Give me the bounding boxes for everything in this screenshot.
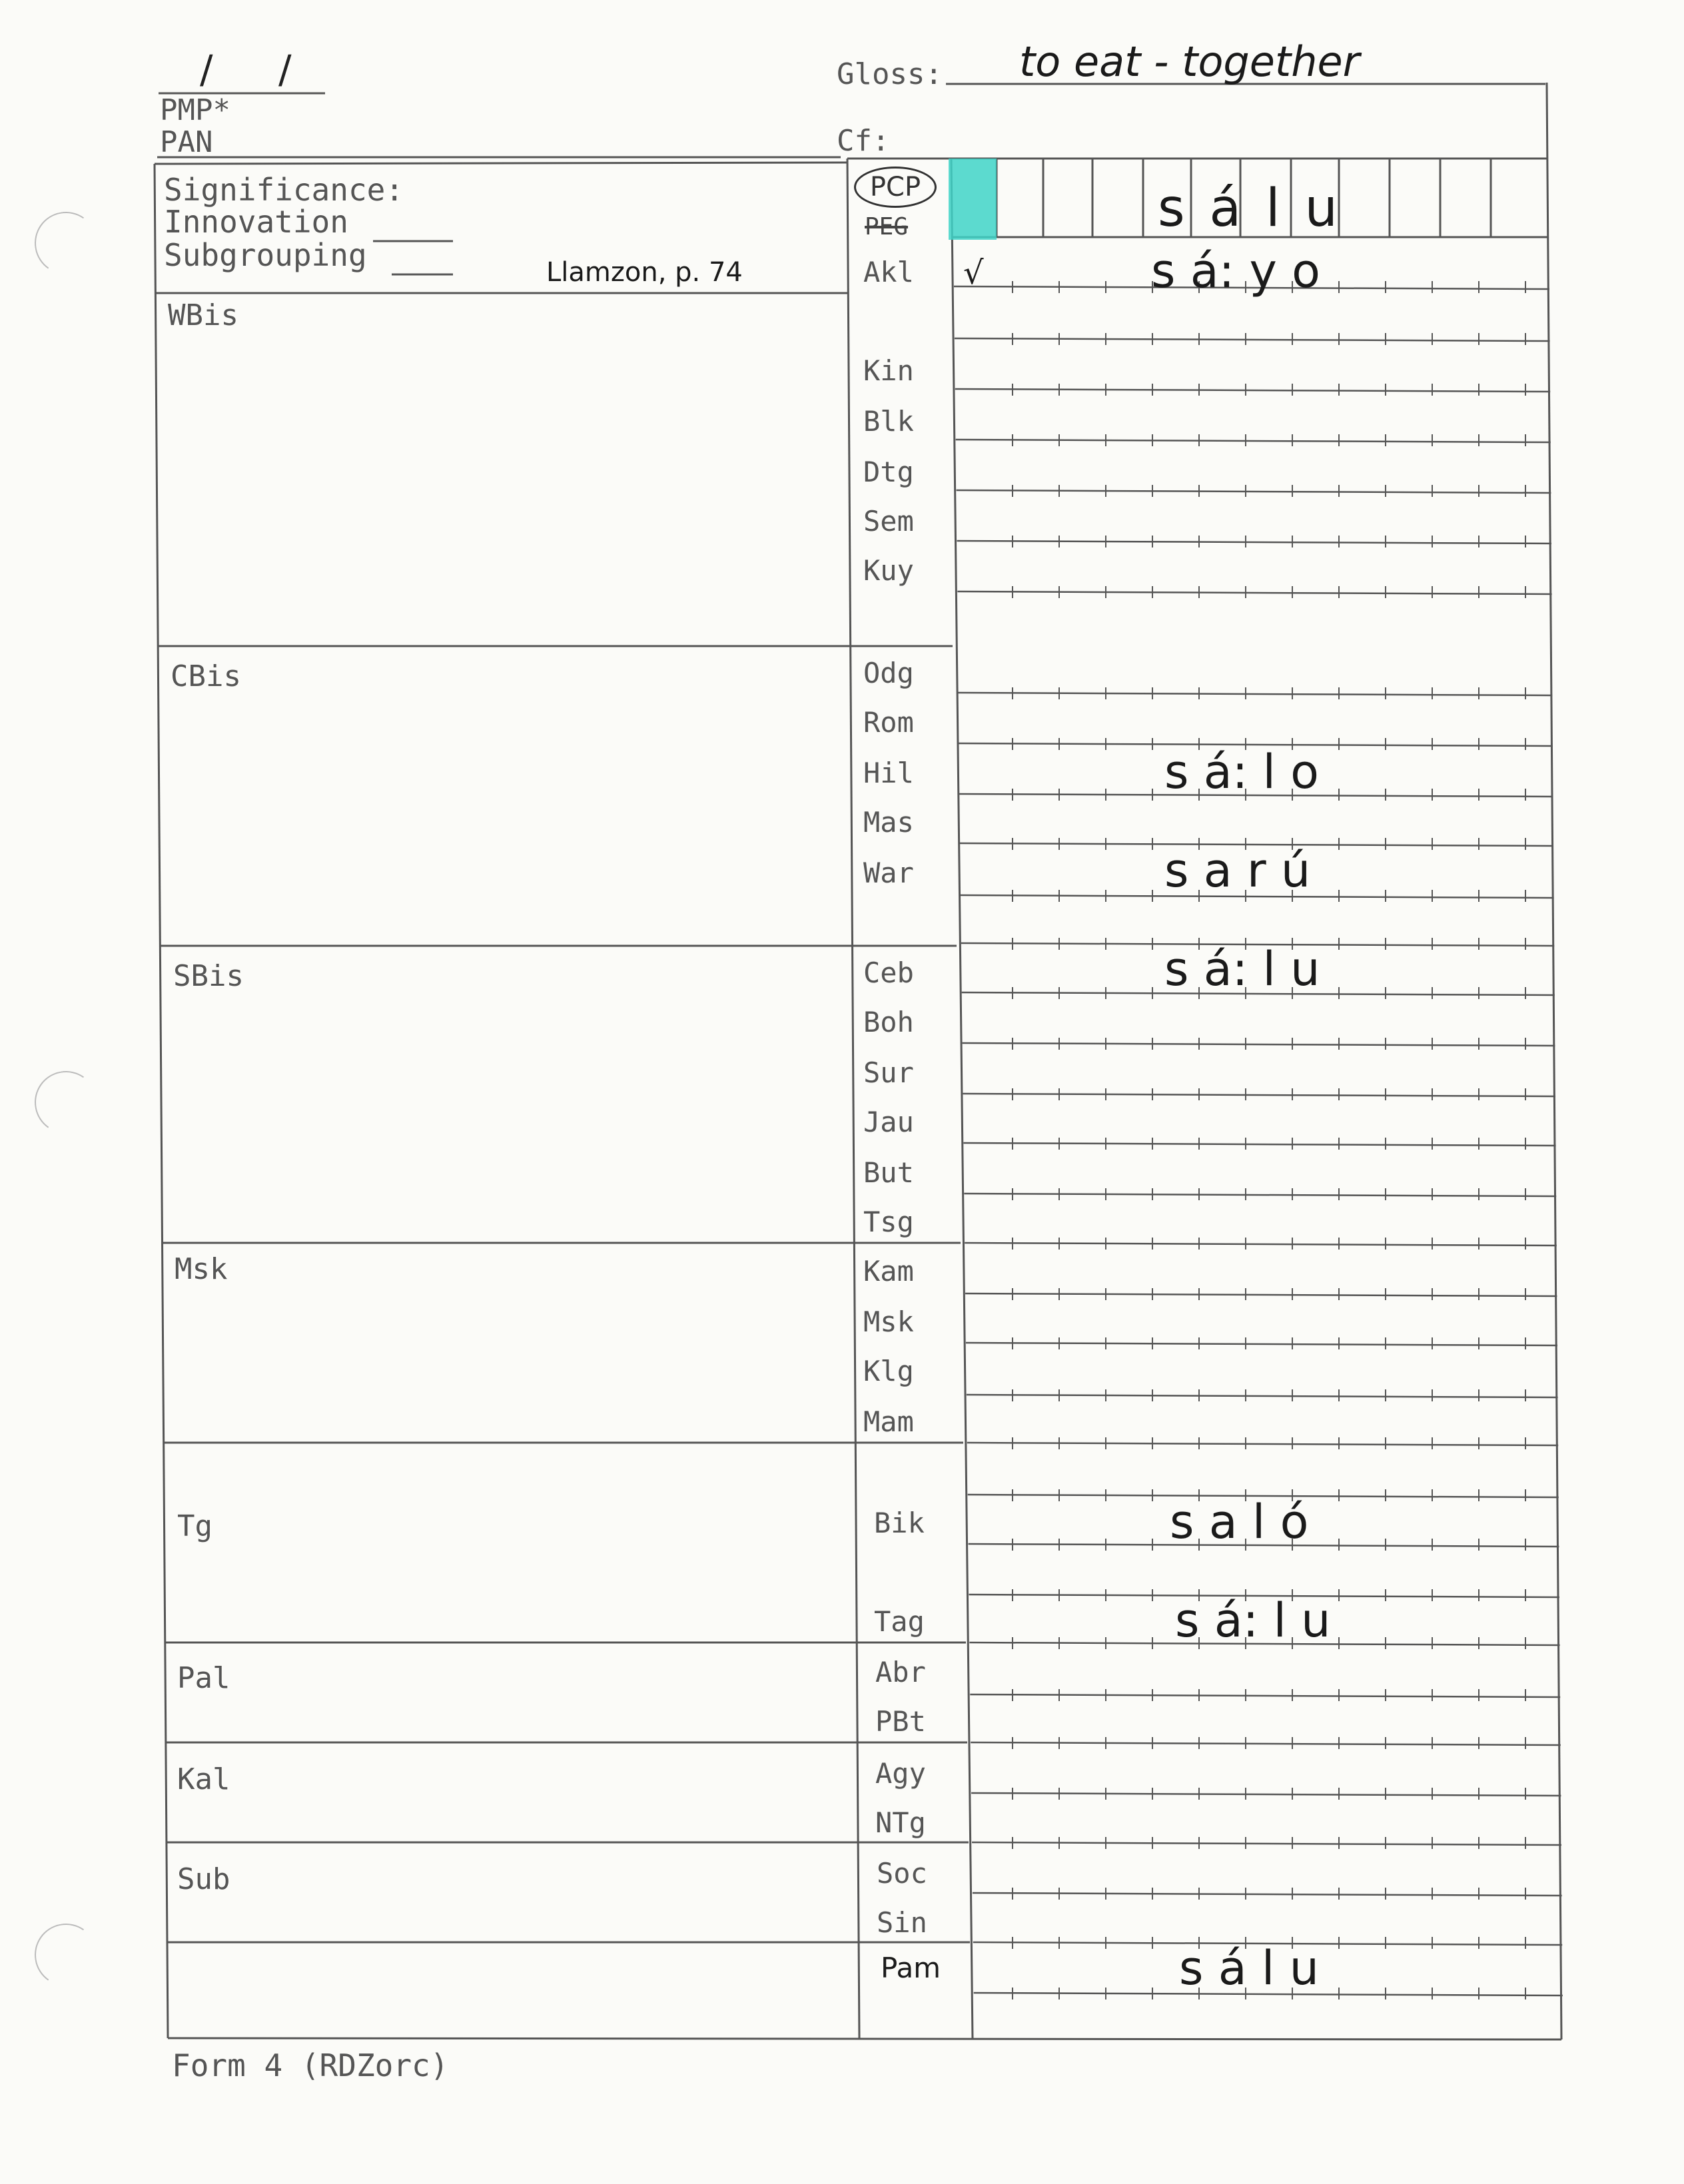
entry-rule	[957, 591, 1551, 594]
region-pal: Pal	[177, 1661, 230, 1695]
reference-note[interactable]: Llamzon, p. 74	[546, 257, 743, 288]
lang-ntg: NTg	[875, 1806, 926, 1839]
entry-rule	[967, 1443, 1558, 1445]
lang-rom: Rom	[863, 706, 914, 739]
lang-pam: Pam	[881, 1952, 941, 1984]
entry-rule	[964, 1194, 1556, 1196]
entry-rule	[965, 1243, 1557, 1246]
lang-kam: Kam	[863, 1255, 914, 1287]
entry-rule	[955, 389, 1550, 392]
region-sub: Sub	[177, 1862, 230, 1896]
lang-sem: Sem	[863, 505, 914, 538]
lang-sur: Sur	[863, 1056, 914, 1089]
subgrouping-label: Subgrouping	[164, 237, 367, 273]
entry-rule	[957, 541, 1552, 544]
entry-rule	[973, 1893, 1562, 1896]
peg-label-struck: PEG	[865, 213, 909, 240]
date-field[interactable]: / /	[200, 47, 318, 92]
highlight-mark	[949, 159, 997, 240]
gloss-value[interactable]: to eat - together	[1019, 37, 1360, 86]
region-wbis: WBis	[168, 298, 238, 332]
lang-tag: Tag	[874, 1605, 925, 1638]
entry-rule	[956, 440, 1551, 442]
region-cbis: CBis	[171, 659, 241, 693]
lang-agy: Agy	[875, 1757, 926, 1790]
lang-tsg: Tsg	[863, 1206, 914, 1238]
pcp-label-oval: PCP	[854, 167, 937, 208]
lang-soc: Soc	[877, 1857, 927, 1890]
lang-kuy: Kuy	[863, 554, 914, 587]
proto-form[interactable]: s á l u	[1158, 179, 1342, 238]
entry-rule	[972, 1842, 1561, 1845]
lang-blk: Blk	[863, 405, 914, 438]
entry-rule	[955, 338, 1550, 341]
innovation-label: Innovation	[164, 204, 348, 240]
entry-rule	[957, 490, 1551, 493]
entry-rule	[963, 1143, 1555, 1146]
lang-but: But	[863, 1156, 914, 1189]
entry-rule	[958, 693, 1552, 695]
lang-msk: Msk	[863, 1305, 914, 1338]
region-tg: Tg	[177, 1509, 212, 1543]
significance-label: Significance:	[164, 172, 404, 208]
lang-abr: Abr	[875, 1656, 926, 1688]
entry-rule	[967, 1395, 1558, 1397]
region-sbis: SBis	[173, 959, 244, 993]
lang-mam: Mam	[863, 1405, 914, 1438]
entry-rule	[963, 1094, 1556, 1096]
form-tag[interactable]: s á: l u	[1175, 1593, 1331, 1648]
lang-ceb: Ceb	[863, 956, 914, 989]
region-msk: Msk	[175, 1252, 228, 1286]
lang-hil: Hil	[863, 757, 914, 789]
entry-rule	[965, 1293, 1557, 1296]
lang-odg: Odg	[863, 657, 914, 689]
form-bik[interactable]: s a l ó	[1170, 1495, 1309, 1549]
lang-jau: Jau	[863, 1106, 914, 1138]
gloss-label: Gloss:	[837, 57, 943, 91]
lang-boh: Boh	[863, 1006, 914, 1038]
form-war[interactable]: s a r ú	[1164, 843, 1311, 898]
form-pam[interactable]: s á l u	[1179, 1941, 1319, 1996]
lang-sin: Sin	[877, 1906, 927, 1939]
entry-rule	[966, 1343, 1557, 1345]
form-hil[interactable]: s á: l o	[1164, 745, 1319, 799]
lang-klg: Klg	[863, 1355, 914, 1387]
lang-kin: Kin	[863, 354, 914, 387]
lang-akl: Akl	[863, 256, 914, 288]
cf-label: Cf:	[837, 124, 890, 158]
pmp-label: PMP*	[160, 93, 230, 127]
region-kal: Kal	[177, 1762, 230, 1796]
lang-dtg: Dtg	[863, 456, 914, 488]
check-akl[interactable]: √	[963, 254, 984, 292]
form-footer: Form 4 (RDZorc)	[172, 2047, 449, 2083]
entry-rule	[963, 1043, 1555, 1046]
lang-bik: Bik	[874, 1507, 925, 1539]
lang-war: War	[863, 857, 914, 889]
pan-label: PAN	[160, 125, 213, 159]
form-ceb[interactable]: s á: l u	[1164, 942, 1320, 996]
form-akl[interactable]: s á: y o	[1151, 244, 1320, 298]
lang-pbt: PBt	[875, 1705, 926, 1738]
lang-mas: Mas	[863, 806, 914, 839]
